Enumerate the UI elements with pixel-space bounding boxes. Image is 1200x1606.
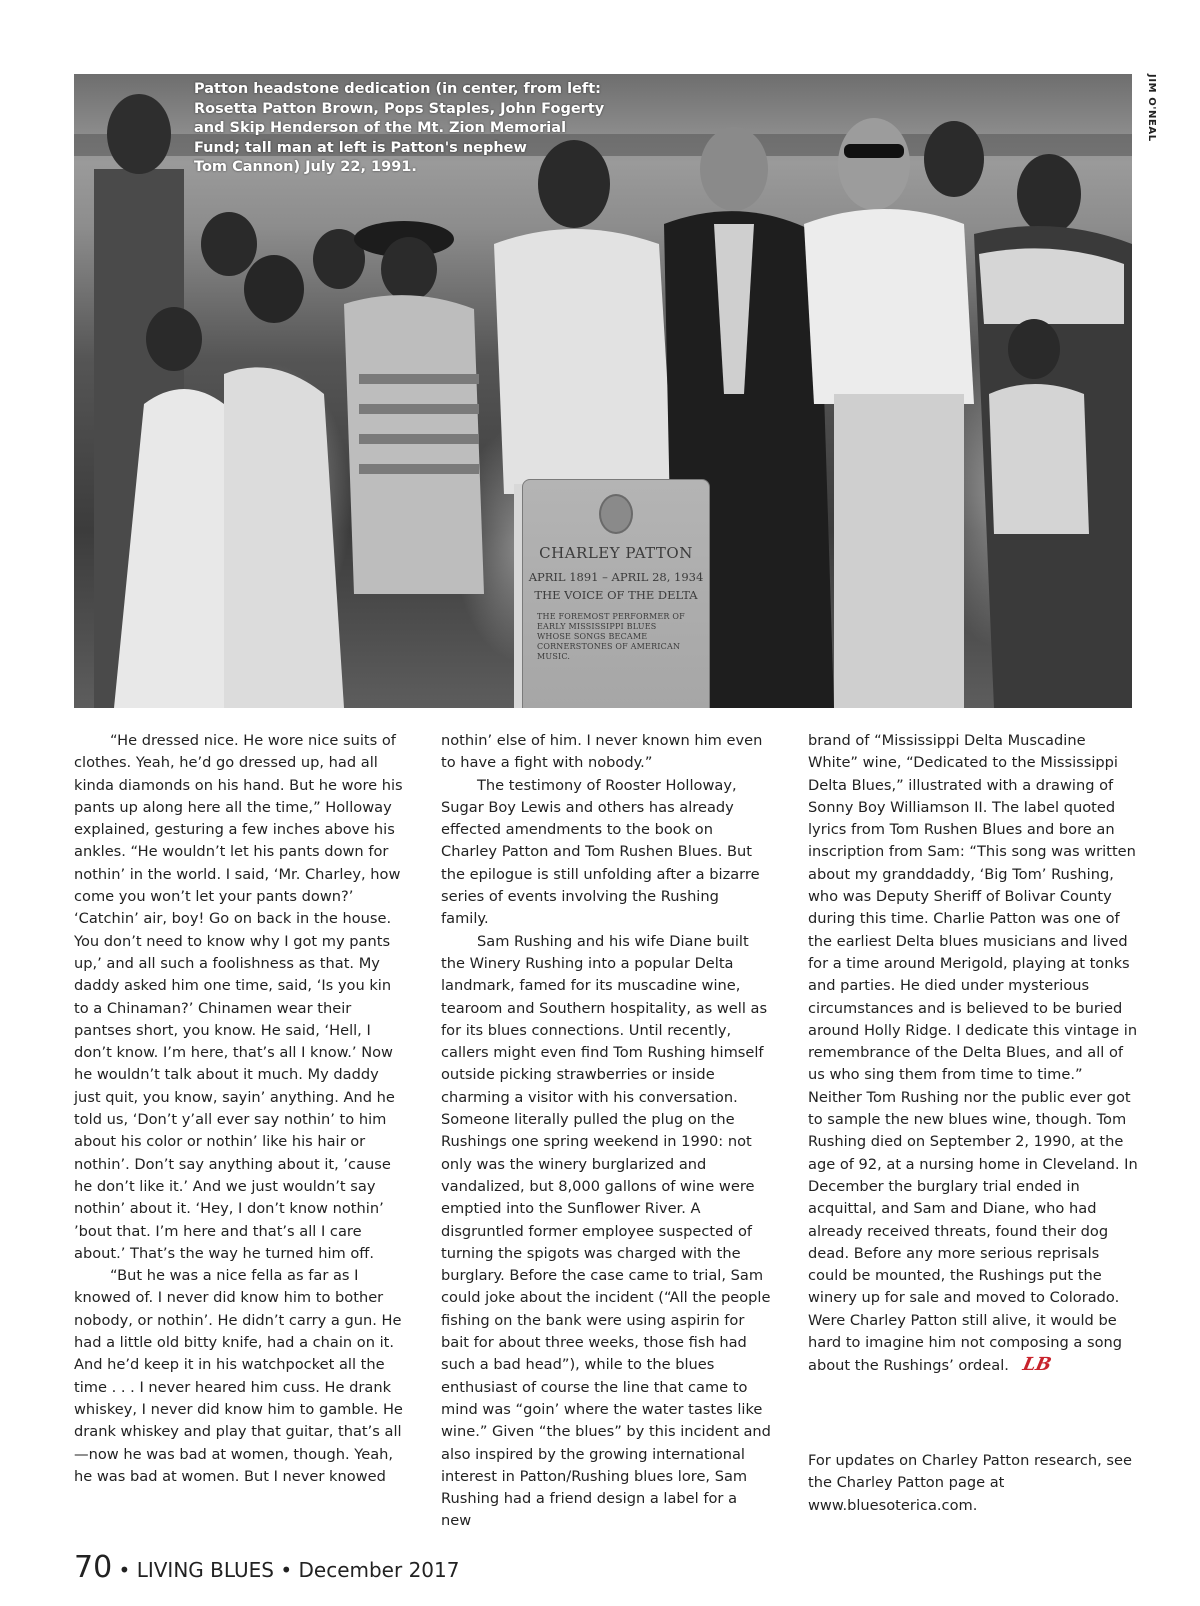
inscription-line: THE FOREMOST PERFORMER OF xyxy=(537,612,685,621)
cover-photo xyxy=(74,74,1132,708)
magazine-name: LIVING BLUES xyxy=(136,1558,274,1582)
inscription-line: EARLY MISSISSIPPI BLUES xyxy=(537,622,657,631)
caption-line: Patton headstone dedication (in center, from left: xyxy=(194,81,601,97)
paragraph: nothin’ else of him. I never known him even to have a fight with nobody.” xyxy=(441,732,763,772)
paragraph: “He dressed nice. He wore nice suits of clothes. Yeah, he’d go dressed up, had all kinda diamonds on his hand. But he wore his pants up along here all the time,” Holloway explained, gesturing a few inches above his ankles. “He wouldn’t let his pants down for nothin’ in the world. I said, ‘Mr. Charley, how come you won’t let your pants down?’ ‘Catchin’ air, boy! Go on back in the house. You don’t need to know why I got my pants up,’ and all such a foolishness as that. My daddy asked him one time, said, ‘Is you kin to a Chinaman?’ Chinamen wear their pantses short, you know. He said, ‘Hell, I don’t know. I’m here, that’s all I know.’ Now he wouldn’t talk about it much. My daddy just quit, you know, sayin’ anything. And he told us, ‘Don’t y’all ever say nothin’ to him about his color or nothin’ like his hair or nothin’. Don’t say anything about it, ’cause he don’t like it.’ And we just wouldn’t say nothin’ about it. ‘Hey, I don’t know nothin’ ’bout that. I’m here and that’s all I care about.’ That’s the way he turned him off. xyxy=(74,732,403,1262)
paragraph: Sam Rushing and his wife Diane built the Winery Rushing into a popular Delta landmark, famed for its muscadine wine, tearoom and Southern hospitality, as well as for its blues connections. Until recently, callers might even find Tom Rushing himself outside picking strawberries or inside charming a visitor with his conversation. Someone literally pulled the plug on the Rushings one spring weekend in 1990: not only was the winery burglarized and vandalized, but 8,000 gallons of wine were emptied into the Sunflower River. A disgruntled former employee suspected of turning the spigots was charged with the burglary. Before the case came to trial, Sam could joke about the incident (“All the people fishing on the bank were using aspirin for bait for about three weeks, those fish had such a bad head”), while to the blues enthusiast of course the line that came to mind was “goin’ where the water tastes like wine.” Given “the blues” by this incident and also inspired by the growing international interest in Patton/Rushing blues lore, Sam Rushing had a friend design a label for a new xyxy=(441,932,771,1530)
headstone-portrait-medallion xyxy=(599,494,633,534)
article-column-1 xyxy=(74,730,404,1488)
footer-bullet: • xyxy=(118,1558,131,1582)
paragraph: The testimony of Rooster Holloway, Sugar Boy Lewis and others has already effected amendments to the book on Charley Patton and Tom Rushen Blues. But the epilogue is still unfolding after a bizarre series of events involving the Rushing family. xyxy=(441,776,760,928)
photo-caption xyxy=(194,80,624,178)
page-footer xyxy=(74,1550,459,1585)
paragraph xyxy=(808,730,1138,1378)
caption-line: Tom Cannon) July 22, 1991. xyxy=(194,159,417,175)
caption-line: Fund; tall man at left is Patton's nephew xyxy=(194,139,527,156)
headstone-epitaph: THE VOICE OF THE DELTA xyxy=(534,588,698,602)
inscription-line: MUSIC. xyxy=(537,652,571,661)
end-mark-logo: LB xyxy=(1020,1354,1054,1376)
page-number: 70 xyxy=(74,1550,113,1585)
headstone xyxy=(522,479,710,708)
caption-line: Rosetta Patton Brown, Pops Staples, John Fogerty xyxy=(194,100,605,117)
article-column-2 xyxy=(441,730,771,1533)
headstone-dates: APRIL 1891 – APRIL 28, 1934 xyxy=(528,570,704,584)
issue-date: December 2017 xyxy=(298,1558,460,1582)
inscription-line: WHOSE SONGS BECAME xyxy=(537,632,648,641)
headstone-name: CHARLEY PATTON xyxy=(539,544,693,562)
caption-line: and Skip Henderson of the Mt. Zion Memorial xyxy=(194,120,567,136)
headstone-inscription xyxy=(537,612,695,662)
inscription-line: CORNERSTONES OF AMERICAN xyxy=(537,642,681,651)
footer-bullet: • xyxy=(280,1558,293,1582)
article-column-3 xyxy=(808,730,1138,1378)
photo-credit: JIM O'NEAL xyxy=(1146,74,1157,142)
updates-note: For updates on Charley Patton research, see the Charley Patton page at www.bluesoterica.com. xyxy=(808,1452,1132,1514)
paragraph: “But he was a nice fella as far as I knowed of. I never did know him to bother nobody, or nothin’. He didn’t carry a gun. He had a little old bitty knife, had a chain on it. And he’d keep it in his watchpocket all the time . . . I never heared him cuss. He drank whiskey, I never did know him to gamble. He drank whiskey and play that guitar, that’s all—now he was bad at women, though. Yeah, he was bad at women. But I never knowed xyxy=(74,1267,403,1485)
paragraph-text: brand of “Mississippi Delta Muscadine White” wine, “Dedicated to the Mississippi Delta Blues,” illustrated with a drawing of Sonny Boy Williamson II. The label quoted lyrics from Tom Rushen Blues and bore an inscription from Sam: “This song was written about my granddaddy, ‘Big Tom’ Rushing, who was Deputy Sheriff of Bolivar County during this time. Charlie Patton was one of the earliest Delta blues musicians and lived for a time around Merigold, playing at tonks and parties. He died under mysterious circumstances and is believed to be buried around Holly Ridge. I dedicate this vintage in remembrance of the Delta Blues, and all of us who sing them from time to time.” Neither Tom Rushing nor the public ever got to sample the new blues wine, though. Tom Rushing died on September 2, 1990, at the age of 92, at a nursing home in Cleveland. In December the burglary trial ended in acquittal, and Sam and Diane, who had already received threats, found their dog dead. Before any more serious reprisals could be mounted, the Rushings put the winery up for sale and moved to Colorado. Were Charley Patton still alive, it would be hard to imagine him not composing a song about the Rushings’ ordeal. xyxy=(808,732,1138,1375)
